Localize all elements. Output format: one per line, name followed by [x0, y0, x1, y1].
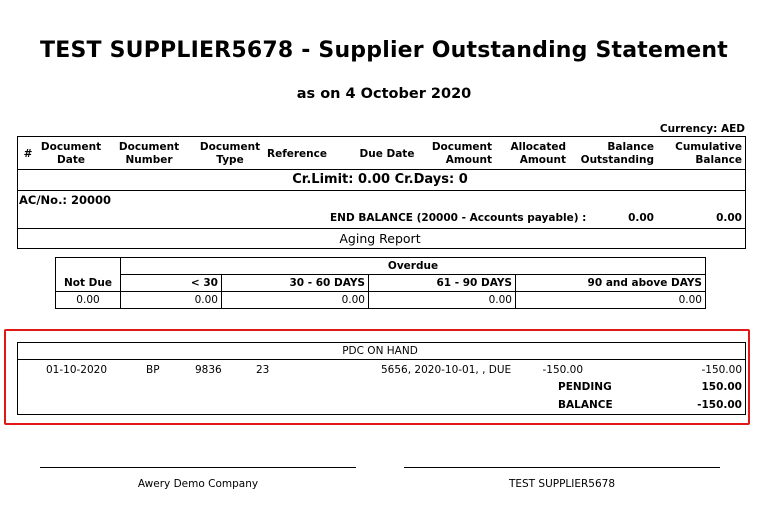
pdc-highlight-box — [4, 329, 750, 425]
end-balance-bottom-border — [17, 228, 746, 229]
aging-header-30-60: 30 - 60 DAYS — [222, 275, 369, 292]
pdc-bottom-border — [17, 414, 746, 415]
aging-value-lt30: 0.00 — [121, 292, 222, 309]
pdc-date: 01-10-2020 — [46, 364, 108, 376]
col-header-doc-date: Document Date — [40, 141, 102, 166]
aging-header-61-90: 61 - 90 DAYS — [369, 275, 516, 292]
end-balance-label: END BALANCE (20000 - Accounts payable) : — [330, 212, 587, 224]
aging-header-90-above: 90 and above DAYS — [516, 275, 706, 292]
col-header-doc-type: Document Type — [199, 141, 261, 166]
end-balance-outstanding: 0.00 — [628, 212, 654, 224]
balance-label: BALANCE — [558, 399, 613, 411]
aging-value-not-due: 0.00 — [56, 292, 121, 309]
col-header-balance-outstanding: Balance Outstanding — [580, 141, 654, 166]
pdc-reference: 23 — [256, 364, 270, 376]
aging-header-not-due: Not Due — [56, 275, 121, 292]
aging-table — [55, 257, 706, 309]
pdc-title: PDC ON HAND — [342, 345, 418, 357]
balance-value: -150.00 — [697, 399, 742, 411]
header-bottom-border — [17, 169, 746, 170]
statement-date: as on 4 October 2020 — [296, 86, 472, 102]
signature-left-company: Awery Demo Company — [137, 478, 259, 490]
col-header-reference: Reference — [266, 148, 328, 160]
aging-header-lt30: < 30 — [121, 275, 222, 292]
col-header-doc-number: Document Number — [118, 141, 180, 166]
pending-value: 150.00 — [701, 381, 742, 393]
pdc-description: 5656, 2020-10-01, , DUE — [381, 364, 512, 376]
pdc-number: 9836 — [195, 364, 222, 376]
signature-line-left — [40, 467, 356, 468]
signature-line-right — [404, 467, 720, 468]
aging-value-90-above: 0.00 — [516, 292, 706, 309]
pdc-amount: -150.00 — [542, 364, 583, 376]
aging-title-bottom-border — [17, 248, 746, 249]
aging-value-30-60: 0.00 — [222, 292, 369, 309]
table-top-border — [17, 136, 746, 137]
credit-line: Cr.Limit: 0.00 Cr.Days: 0 — [292, 172, 468, 187]
account-number: AC/No.: 20000 — [19, 193, 112, 207]
col-header-num: # — [23, 148, 33, 160]
aging-value-61-90: 0.00 — [369, 292, 516, 309]
statement-title: TEST SUPPLIER5678 - Supplier Outstanding Statement — [40, 38, 728, 63]
col-header-allocated: Allocated Amount — [510, 141, 566, 166]
pdc-type: BP — [146, 364, 160, 376]
pending-label: PENDING — [558, 381, 612, 393]
signature-right-supplier: TEST SUPPLIER5678 — [508, 478, 616, 490]
currency-label: Currency: AED — [659, 123, 745, 135]
col-header-doc-amount: Document Amount — [431, 141, 492, 166]
credit-bottom-border — [17, 190, 746, 191]
aging-blank-cell — [56, 258, 121, 275]
col-header-due-date: Due Date — [359, 148, 415, 160]
overdue-header: Overdue — [121, 258, 706, 275]
pdc-top-border — [17, 342, 746, 343]
pdc-title-bottom-border — [17, 359, 746, 360]
aging-report-title: Aging Report — [339, 231, 421, 246]
end-balance-cumulative: 0.00 — [716, 212, 742, 224]
col-header-cumulative: Cumulative Balance — [675, 141, 742, 166]
pdc-cumulative: -150.00 — [701, 364, 742, 376]
